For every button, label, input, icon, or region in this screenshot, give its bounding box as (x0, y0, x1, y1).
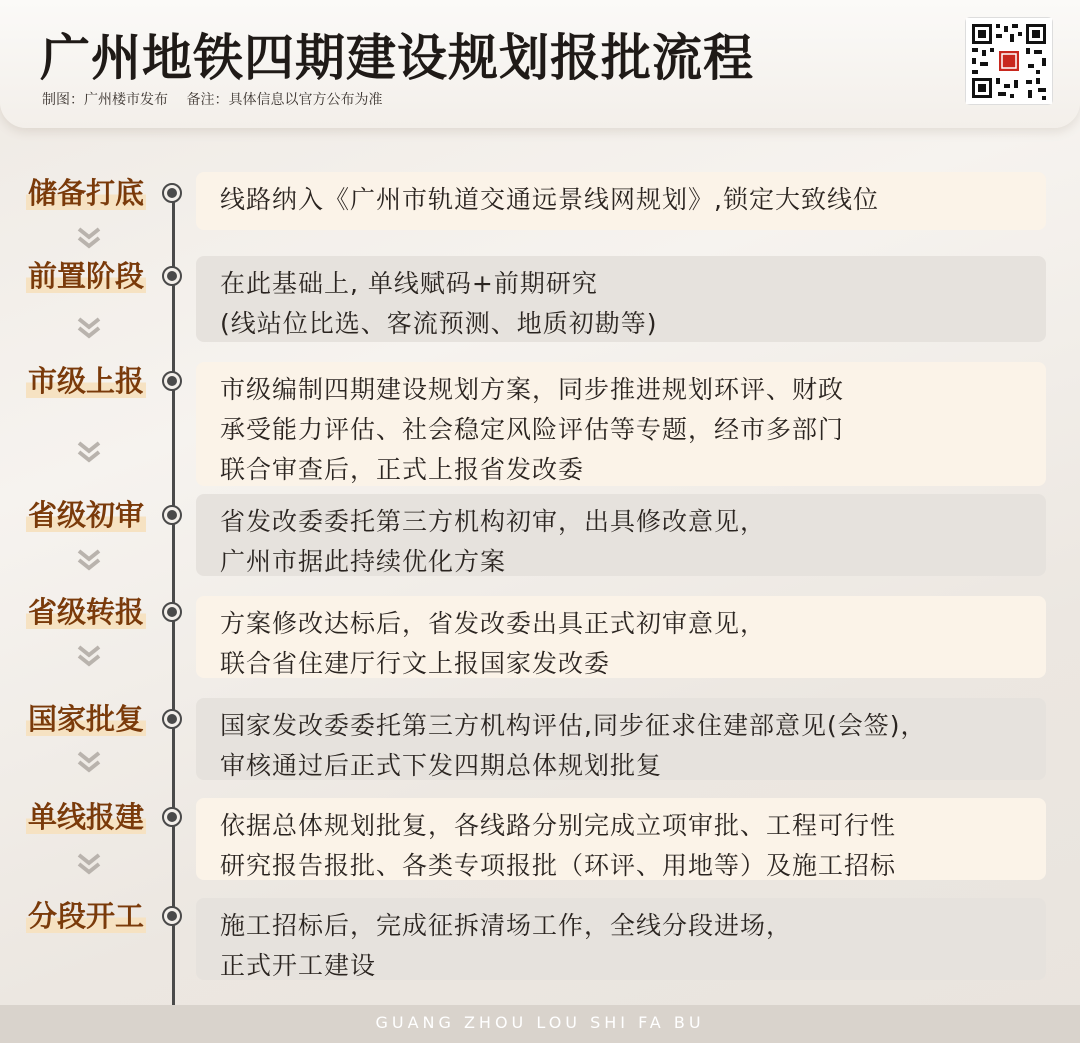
disclaimer-note: 备注：具体信息以官方公布为准 (186, 92, 383, 108)
step-label: 分段开工 (28, 899, 145, 933)
step-label: 市级上报 (28, 364, 145, 398)
timeline-node-icon (162, 709, 182, 729)
step-label: 省级初审 (28, 498, 145, 532)
double-chevron-down-icon (76, 316, 102, 342)
producer-credit: 制图：广州楼市发布 (42, 92, 168, 108)
step-description-card (196, 256, 1046, 342)
step-description-line: 国家发改委委托第三方机构评估,同步征求住建部意见(会签)， (220, 711, 927, 740)
step-description-card (196, 494, 1046, 576)
timeline-line (172, 190, 175, 1005)
double-chevron-down-icon (76, 852, 102, 878)
step-description-line: 市级编制四期建设规划方案，同步推进规划环评、财政 (220, 375, 845, 404)
double-chevron-down-icon (76, 644, 102, 670)
step-description-line: 依据总体规划批复，各线路分别完成立项审批、工程可行性 (220, 811, 897, 840)
footer-text: GUANG ZHOU LOU SHI FA BU (375, 1013, 705, 1032)
step-description-line: 省发改委委托第三方机构初审，出具修改意见， (220, 507, 767, 536)
step-description-card (196, 898, 1046, 980)
step-description-line: 正式开工建设 (220, 951, 377, 980)
step-description-line: 联合审查后，正式上报省发改委 (220, 455, 585, 484)
step-label: 国家批复 (28, 702, 145, 736)
step-description-card (196, 798, 1046, 880)
step-description-line: (线站位比选、客流预测、地质初勘等) (220, 309, 658, 338)
step-description-card (196, 172, 1046, 230)
qr-code-icon[interactable] (966, 18, 1052, 104)
header-panel (0, 0, 1080, 128)
timeline-node-icon (162, 906, 182, 926)
timeline-node-icon (162, 266, 182, 286)
step-description-line: 方案修改达标后，省发改委出具正式初审意见， (220, 609, 767, 638)
step-label: 单线报建 (28, 800, 145, 834)
double-chevron-down-icon (76, 440, 102, 466)
step-description-line: 联合省住建厅行文上报国家发改委 (220, 649, 611, 678)
step-description-line: 线路纳入《广州市轨道交通远景线网规划》,锁定大致线位 (220, 185, 879, 214)
timeline-node-icon (162, 371, 182, 391)
step-description-card (196, 698, 1046, 780)
step-description-line: 在此基础上, 单线赋码+前期研究 (220, 269, 598, 298)
step-description-line: 广州市据此持续优化方案 (220, 547, 507, 576)
timeline-node-icon (162, 183, 182, 203)
step-label: 前置阶段 (28, 259, 145, 293)
step-description-line: 研究报告报批、各类专项报批（环评、用地等）及施工招标 (220, 851, 897, 880)
double-chevron-down-icon (76, 226, 102, 252)
step-label: 储备打底 (28, 176, 145, 210)
step-label: 省级转报 (28, 595, 145, 629)
step-description-line: 施工招标后，完成征拆清场工作，全线分段进场， (220, 911, 793, 940)
step-description-card (196, 596, 1046, 678)
timeline-node-icon (162, 505, 182, 525)
step-description-card (196, 362, 1046, 486)
step-description-line: 承受能力评估、社会稳定风险评估等专题，经市多部门 (220, 415, 845, 444)
double-chevron-down-icon (76, 750, 102, 776)
qr-code-graphic (966, 18, 1052, 104)
timeline-node-icon (162, 602, 182, 622)
timeline-node-icon (162, 807, 182, 827)
step-description-line: 审核通过后正式下发四期总体规划批复 (220, 751, 663, 780)
double-chevron-down-icon (76, 548, 102, 574)
page-title: 广州地铁四期建设规划报批流程 (40, 28, 754, 87)
credit-line (42, 89, 396, 109)
